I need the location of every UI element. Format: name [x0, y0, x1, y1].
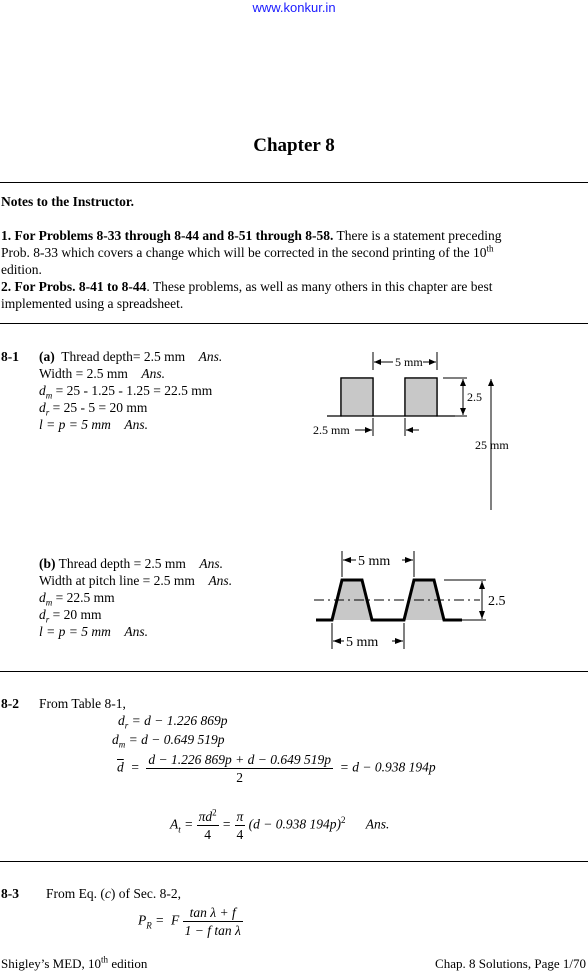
p81-ans-5: Ans. — [208, 573, 233, 588]
divider-8-1 — [0, 671, 588, 672]
p83-eq: $P_R = F$ $\frac{\text{tan λ + f}}{\text{1 − f tan λ}}$ — [138, 905, 241, 938]
p83-intro: From Eq. (c) of Sec. 8-2, — [46, 886, 181, 901]
p81-ans-6: Ans. — [124, 624, 148, 639]
p82-eq-dbar: $\overline{d}$ = $\frac{d - 1.226 869p + d - 0.649 519p}{2}$ = d − 0.938 194p — [117, 752, 436, 785]
p81-b-lp: l = p = 5 mm — [39, 624, 111, 639]
note-2-bold: 2. For Probs. 8-41 to 8-44 — [1, 279, 147, 294]
p82-eq2-rhs: = d − 0.649 519p — [128, 732, 225, 747]
p83-frac — [183, 904, 243, 939]
p82-intro: From Table 8-1, — [39, 696, 126, 711]
p81-ans-4: Ans. — [199, 556, 223, 571]
problem-8-3-number: 8-3 — [1, 886, 19, 901]
p81-b-line2 — [39, 572, 232, 589]
p81-b-width: Width at pitch line = 2.5 mm — [39, 573, 195, 588]
note-2-line-2: implemented using a spreadsheet. — [1, 296, 184, 311]
note-1-sup: th — [486, 243, 494, 254]
p81-a-width: Width = 2.5 mm — [39, 366, 128, 381]
note-1-text-a: There is a statement preceding — [333, 228, 502, 243]
p83-den: 1 − f tan λ — [184, 923, 241, 938]
notes-heading: Notes to the Instructor. — [1, 194, 134, 209]
note-1-line-1 — [1, 227, 501, 244]
p81-ans-1: Ans. — [198, 349, 223, 364]
note-2-text-a: . These problems, as well as many others in this chapter are best — [146, 279, 493, 294]
p82-at-frac-1 — [197, 808, 219, 843]
p82-eq3-frac — [146, 751, 333, 786]
p81-b-dr: = 20 mm — [49, 607, 102, 622]
p81-a-line3: $d_m = 25 - 1.25 - 1.25 = 22.5$ mm — [39, 383, 213, 401]
p82-ans: Ans. — [365, 816, 390, 832]
p82-at-frac-2 — [235, 808, 246, 843]
problem-8-1-number: 8-1 — [1, 349, 19, 364]
fig-a-left-dim: 2.5 mm — [313, 423, 350, 437]
divider-8-2 — [0, 861, 588, 862]
fig-b-right-dim: 2.5 — [488, 594, 506, 609]
p82-eq3-den: 2 — [236, 770, 244, 785]
p82-at-den: 4 — [204, 827, 212, 842]
p82-eq3-rhs: = d − 0.938 194p — [339, 759, 436, 775]
p82-at-num2: π — [236, 809, 244, 824]
p81-a-line1 — [39, 348, 222, 365]
p82-at-rhs: (d − 0.938 194p) — [248, 816, 342, 832]
p82-eq1-rhs: = d − 1.226 869p — [131, 713, 228, 728]
p81-b-line3: $d_m = 22.5$ mm — [39, 590, 115, 608]
p81-b-depth: Thread depth = 2.5 mm — [55, 556, 186, 571]
footer-sup: th — [101, 954, 109, 965]
fig-b-top-dim: 5 mm — [358, 554, 391, 569]
p81-a-label: (a) — [39, 349, 55, 364]
p82-eq-at: $A_t$ = $\frac{\pi d^2}{4}$ = $\frac{\pi}{4}$ (d − 0.938 194p)$^2$ Ans. — [170, 807, 390, 842]
p82-eq3-num: d − 1.226 869p + d − 0.649 519p — [148, 752, 331, 767]
p81-a-line4: $d_r = 25 - 5 = 20$ mm — [39, 400, 148, 418]
square-thread-figure — [305, 348, 525, 514]
p83-num: tan λ + f — [183, 904, 243, 922]
divider-top — [0, 182, 588, 183]
footer-left: Shigley’s MED, 10th edition — [1, 954, 148, 971]
p81-ans-3: Ans. — [124, 417, 148, 432]
p81-lp: l = p = 5 mm — [39, 417, 111, 432]
p82-eq-dr: $d_r = d - 1.226$ 869p — [118, 713, 228, 731]
p81-b-label: (b) — [39, 556, 56, 571]
fig-a-right-dim: 2.5 — [467, 390, 482, 404]
chapter-title: Chapter 8 — [253, 135, 335, 156]
fig-a-top-dim: 5 mm — [395, 355, 423, 369]
fig-b-bottom-dim: 5 mm — [346, 635, 379, 650]
p83-intro-c: c — [104, 886, 111, 901]
note-1-bold: 1. For Problems 8-33 through 8-44 and 8-51 through 8-58. — [1, 228, 334, 243]
p82-at-den2: 4 — [236, 827, 244, 842]
note-2-line-1 — [1, 278, 493, 295]
p81-a-line2 — [39, 365, 165, 382]
p81-ans-2: Ans. — [141, 366, 165, 381]
problem-8-2-number: 8-2 — [1, 696, 19, 711]
site-watermark[interactable]: www.konkur.in — [252, 0, 336, 15]
note-1-text-b: Prob. 8-33 which covers a change which will be corrected in the second printing of the 10 — [1, 245, 487, 260]
p81-b-line5 — [39, 623, 148, 640]
divider-notes — [0, 323, 588, 324]
acme-thread-figure — [312, 547, 522, 655]
note-1-line-2 — [1, 244, 494, 261]
p81-b-dm: = 22.5 mm — [52, 590, 115, 605]
p81-b-line1 — [39, 555, 223, 572]
p82-eq-dm: $d_m = d - 0.649$ 519p — [112, 732, 225, 750]
p81-dm: = 25 - 1.25 - 1.25 = 22.5 mm — [52, 383, 213, 398]
p81-b-line4: $d_r = 20$ mm — [39, 607, 102, 625]
p81-a-depth: Thread depth= 2.5 mm — [61, 349, 186, 364]
p81-dr: = 25 - 5 = 20 mm — [49, 400, 148, 415]
p82-at-num: $\pi d^2$ — [198, 807, 217, 824]
note-1-line-3: edition. — [1, 262, 42, 277]
fig-a-dia-dim: 25 mm — [475, 438, 509, 452]
footer-right: Chap. 8 Solutions, Page 1/70 — [435, 956, 586, 971]
p81-a-line5 — [39, 416, 148, 433]
